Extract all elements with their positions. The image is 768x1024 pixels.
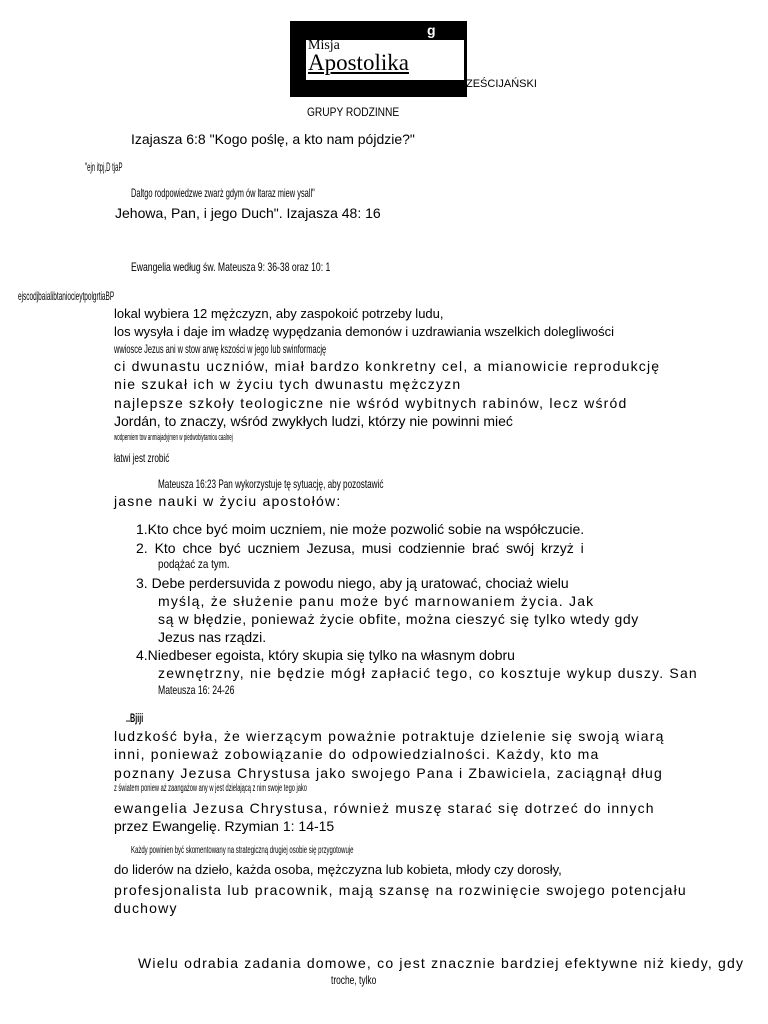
text-line: z światem poniew aż zaangażow any w jest dzielającą z nim swoje tego jako: [114, 783, 307, 794]
list-item: podążać za tym.: [158, 557, 230, 571]
text-line: Mateusza 16:23 Pan wykorzystuje tę sytuację, aby pozostawić: [158, 477, 384, 491]
text-line: Izajasza 6:8 "Kogo poślę, a kto nam pójdzie?": [131, 131, 415, 147]
text-line: los wysyła i daje im władzę wypędzania demonów i uzdrawiania wszelkich dolegliwości: [114, 324, 615, 339]
list-item: 3. Debe perdersuvida z powodu niego, aby ją uratować, chociaż wielu: [136, 575, 569, 591]
text-line: przez Ewangelię. Rzymian 1: 14-15: [114, 818, 335, 834]
text-line: Wielu odrabia zadania domowe, co jest znacznie bardziej efektywne niż kiedy, gdy: [138, 955, 745, 971]
text-line: lokal wybiera 12 mężczyzn, aby zaspokoić potrzeby ludu,: [114, 306, 444, 321]
logo-line-2: Apostolika: [308, 50, 409, 75]
text-line: ..Bjiji: [126, 711, 144, 725]
text-line: Jehowa, Pan, i jego Duch". Izajasza 48: 16: [115, 205, 381, 221]
text-line: najlepsze szkoły teologiczne nie wśród wybitnych rabinów, lecz wśród: [114, 395, 628, 411]
text-line: Daltgo rodpowiedzwe zwarż gdym ów ltaraz miew ysall": [131, 186, 315, 200]
text-line: wwiosce Jezus ani w stow arwę kszości w jego lub swinformację: [114, 342, 327, 356]
text-line: inni, ponieważ zobowiązanie do odpowiedzialności. Każdy, kto ma: [114, 746, 600, 762]
text-line: troche, tylko: [331, 973, 377, 987]
text-line: jasne nauki w życiu apostołów:: [114, 493, 342, 509]
list-item: są w błędzie, ponieważ życie obfite, można cieszyć się tylko wtedy gdy: [158, 611, 639, 627]
list-item: 4.Niedbeser egoista, który skupia się tylko na własnym dobru: [136, 647, 515, 663]
list-item: 2. Kto chce być uczniem Jezusa, musi codziennie brać swój krzyż i: [136, 540, 584, 556]
text-line: Jordán, to znaczy, wśród zwykłych ludzi, którzy nie powinni mieć: [114, 413, 513, 429]
page-title: GRUPY RODZINNE: [307, 105, 400, 119]
header-suffix: ZEŚCIJAŃSKI: [466, 78, 537, 90]
logo-line-1: Misja: [308, 38, 340, 53]
text-line: ci dwunastu uczniów, miał bardzo konkretny cel, a mianowicie reprodukcję: [114, 358, 661, 374]
text-line: "ejn itpj,D tjaP: [85, 160, 123, 174]
text-line: poznany Jezusa Chrystusa jako swojego Pana i Zbawiciela, zaciągnął dług: [114, 765, 664, 781]
text-line: profesjonalista lub pracownik, mają szansę na rozwinięcie swojego potencjału: [114, 882, 687, 898]
text-line: ewangelia Jezusa Chrystusa, również muszę starać się dotrzeć do innych: [114, 800, 655, 816]
text-line: ludzkość była, że wierzącym poważnie potraktuje dzielenie się swoją wiarą: [114, 728, 665, 744]
text-line: łatwi jest zrobić: [114, 451, 170, 465]
list-item: Mateusza 16: 24-26: [158, 683, 235, 697]
text-line: Ewangelia według św. Mateusza 9: 36-38 oraz 10: 1: [131, 260, 331, 274]
text-line: wodpemiem tow anmiajadyjmen w piedwobiytamiou caalnej: [114, 432, 233, 442]
text-line: Każdy powinien być skomentowany na strategiczną drugiej osobie się przygotowuje: [131, 845, 354, 856]
list-item: Jezus nas rządzi.: [158, 629, 267, 645]
text-line: do liderów na dzieło, każda osoba, mężczyzna lub kobieta, młody czy dorosły,: [114, 862, 562, 877]
list-item: zewnętrzny, nie będzie mógł zapłacić tego, co kosztuje wykup duszy. San: [158, 665, 698, 681]
text-line: nie szukał ich w życiu tych dwunastu mężczyzn: [114, 376, 462, 392]
text-line: duchowy: [114, 900, 178, 916]
list-item: 1.Kto chce być moim uczniem, nie może pozwolić sobie na współczucie.: [136, 521, 585, 537]
text-line: ejscodjbaialibtaniocieytpolgrtiaBP: [18, 289, 115, 303]
list-item: myślą, że służenie panu może być marnowaniem życia. Jak: [158, 593, 595, 609]
logo-mark: g: [427, 22, 436, 38]
